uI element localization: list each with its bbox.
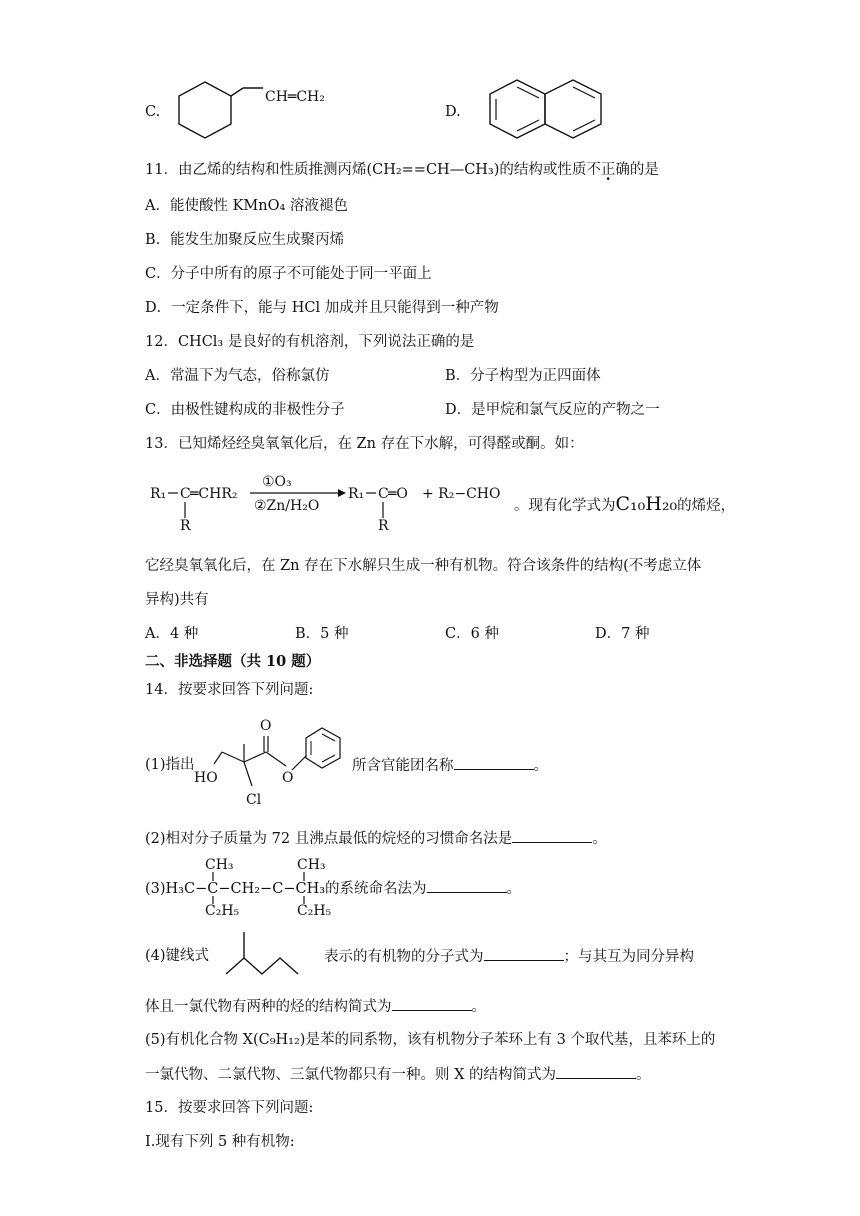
answer-blank-6: [556, 1064, 636, 1079]
q11-emphasis: 不正确: [586, 162, 630, 178]
q14-part1-pre: (1)指出: [145, 757, 195, 773]
q13-line3: 异构)共有: [145, 592, 209, 608]
q12-option-d: D．是甲烷和氯气反应的产物之一: [445, 402, 660, 418]
svg-text:O: O: [282, 770, 294, 786]
q13-formula: C₁₀H₂₀: [615, 493, 678, 515]
c2h5-bottom-right: C₂H₅: [297, 903, 332, 919]
svg-text:C: C: [180, 486, 191, 502]
q15-part1: I.现有下列 5 种有机物:: [145, 1134, 295, 1150]
svg-text:C: C: [378, 486, 389, 502]
q12-option-c: C．由极性键构成的非极性分子: [145, 402, 345, 418]
q11-stem: 11．由乙烯的结构和性质推测丙烯(CH₂==CH—CH₃)的结构或性质不正确的是: [145, 162, 659, 178]
svg-text:R₁: R₁: [150, 486, 167, 502]
q14-part5-line2: 一氯代物、二氯代物、三氯代物都只有一种。则 X 的结构简式为 。: [145, 1064, 651, 1085]
q11-option-d: D．一定条件下，能与 HCl 加成并且只能得到一种产物: [145, 300, 499, 316]
q13-option-c: C．6 种: [445, 626, 499, 642]
skeletal-formula: [222, 928, 314, 978]
option-c-label: C.: [145, 104, 161, 120]
q14-part5-line1: (5)有机化合物 X(C₉H₁₂)是苯的同系物，该有机物分子苯环上有 3 个取代基，且苯环上的: [145, 1032, 716, 1048]
q14-part4-pre: (4)键线式: [145, 948, 210, 964]
c2h5-bottom-left: C₂H₅: [205, 903, 240, 919]
q13-after-equation: 。现有化学式为C₁₀H₂₀的烯烃，: [514, 493, 736, 515]
q14-part2: (2)相对分子质量为 72 且沸点最低的烷烃的习惯命名法是 。: [145, 828, 607, 849]
ch3-top-left: CH₃: [205, 857, 234, 873]
q13-option-d: D．7 种: [595, 626, 650, 642]
q13-line2: 它经臭氧氧化后，在 Zn 存在下水解只生成一种有机物。符合该条件的结构(不考虑立体: [145, 558, 702, 574]
q11-option-c: C．分子中所有的原子不可能处于同一平面上: [145, 266, 432, 282]
svg-text:O: O: [260, 718, 272, 734]
option-d-label: D.: [445, 104, 461, 120]
q11-option-b: B．能发生加聚反应生成聚丙烯: [145, 232, 345, 248]
q15-stem: 15．按要求回答下列问题:: [145, 1100, 314, 1116]
svg-text:R: R: [378, 518, 389, 534]
svg-text:①O₃: ①O₃: [262, 474, 292, 490]
answer-blank-5: [392, 996, 472, 1011]
svg-text:═CHR₂: ═CHR₂: [190, 486, 238, 502]
svg-text:+ R₂−CHO: + R₂−CHO: [422, 486, 501, 502]
svg-text:R₁: R₁: [348, 486, 365, 502]
svg-text:②Zn/H₂O: ②Zn/H₂O: [254, 498, 320, 514]
svg-text:═O: ═O: [388, 486, 408, 502]
q14-part3: (3)H₃C−C−CH₂−C−CH₃的系统命名法为 。: [145, 878, 521, 899]
q13-option-b: B．5 种: [295, 626, 349, 642]
q13-stem: 13．已知烯烃经臭氧氧化后，在 Zn 存在下水解，可得醛或酮。如：: [145, 436, 584, 452]
svg-text:R: R: [180, 518, 191, 534]
ch3-top-right: CH₃: [297, 857, 326, 873]
svg-text:Cl: Cl: [246, 792, 262, 808]
q14-part1-post: 所含官能团名称 。: [352, 755, 548, 776]
svg-text:HO: HO: [194, 770, 218, 786]
answer-blank-4: [484, 946, 564, 961]
vinyl-group-label: CH═CH₂: [265, 89, 325, 105]
q14-part4-line2: 体且一氯代物有两种的烃的结构简式为 。: [145, 996, 486, 1017]
q11-option-a: A．能使酸性 KMnO₄ 溶液褪色: [145, 198, 348, 214]
q13-option-a: A．4 种: [145, 626, 199, 642]
q12-stem: 12．CHCl₃ 是良好的有机溶剂，下列说法正确的是: [145, 334, 475, 350]
q12-option-a: A．常温下为气态，俗称氯仿: [145, 368, 330, 384]
q14-stem: 14．按要求回答下列问题:: [145, 682, 314, 698]
section-heading: 二、非选择题（共 10 题）: [145, 653, 321, 670]
q12-option-b: B．分子构型为正四面体: [445, 368, 601, 384]
q14-part4-mid: 表示的有机物的分子式为 ；与其互为同分异构: [324, 946, 694, 967]
